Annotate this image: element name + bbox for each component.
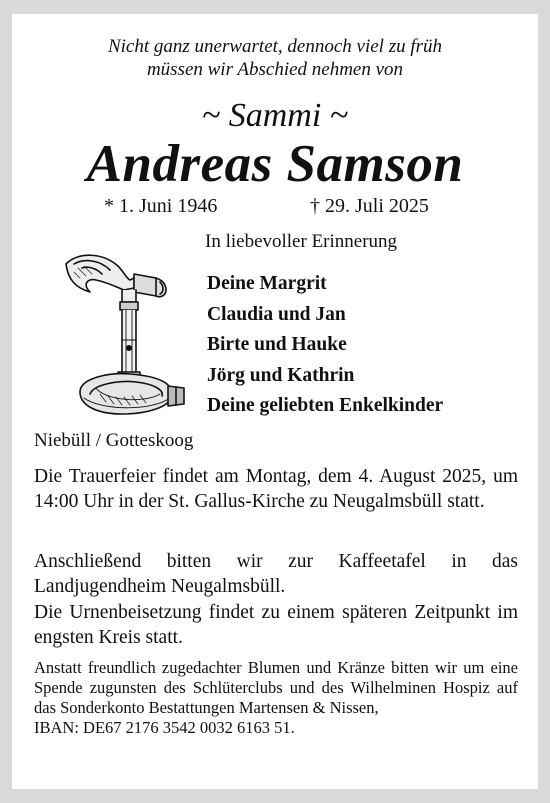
- death-date: † 29. Juli 2025: [310, 195, 429, 217]
- location: Niebüll / Gotteskoog: [34, 430, 194, 451]
- memory-line: In liebevoller Erinnerung: [205, 231, 398, 252]
- hammer-mounted-on-post-icon: [60, 244, 190, 422]
- intro-line-2: müssen wir Abschied nehmen von: [146, 59, 404, 80]
- donation-paragraph: [34, 658, 518, 738]
- intro-text: [12, 35, 538, 81]
- burial-paragraph: Die Urnenbeisetzung findet zu einem späteren Zeitpunkt im engsten Kreis statt.: [34, 602, 518, 648]
- family-list: [207, 269, 443, 422]
- family-member: Deine Margrit: [207, 273, 327, 294]
- intro-line-1: Nicht ganz unerwartet, dennoch viel zu früh: [107, 36, 443, 57]
- deceased-name: Andreas Samson: [86, 135, 464, 193]
- donation-text: Anstatt freundlich zugedachter Blumen und Kränze bitten wir um eine Spende zugunsten des Schlüterclubs und des Wilhelminen Hospiz auf das Sonderkonto Bestattungen Martensen & Nissen,: [34, 658, 518, 717]
- family-member: Deine geliebten Enkelkinder: [207, 395, 444, 416]
- birth-date: * 1. Juni 1946: [104, 195, 218, 217]
- obituary-card: [12, 14, 538, 789]
- iban-text: IBAN: DE67 2176 3542 0032 6163 51.: [34, 718, 295, 737]
- service-paragraph: Die Trauerfeier findet am Montag, dem 4. August 2025, um 14:00 Uhr in der St. Gallus-Kirche zu Neugalmsbüll statt.: [34, 466, 518, 512]
- family-member: Claudia und Jan: [207, 303, 346, 325]
- family-member: Jörg und Kathrin: [207, 364, 355, 386]
- family-member: Birte und Hauke: [207, 334, 347, 355]
- coffee-paragraph: Anschließend bitten wir zur Kaffeetafel in das Landjugendheim Neugalmsbüll.: [34, 551, 518, 597]
- nickname: ~ Sammi ~: [201, 97, 349, 134]
